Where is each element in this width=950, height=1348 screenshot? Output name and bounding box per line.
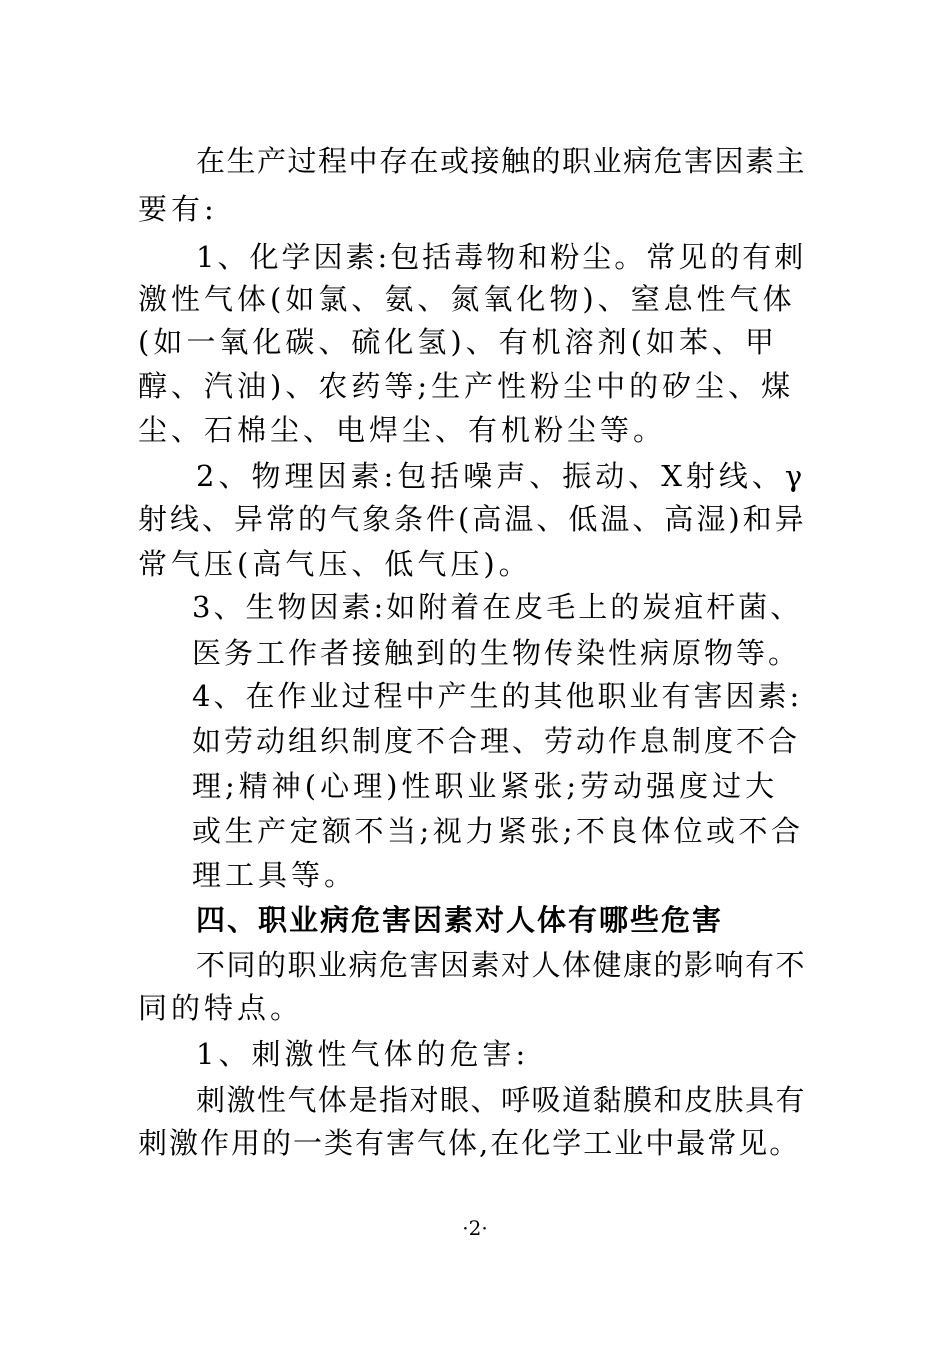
- text-line: 或生产定额不当;视力紧张;不良体位或不合: [192, 814, 804, 848]
- text-line: 激性气体(如氯、氨、氮氧化物)、窒息性气体: [138, 282, 796, 316]
- text-line: 刺激作用的一类有害气体,在化学工业中最常见。: [138, 1126, 801, 1160]
- text-line: 1、刺激性气体的危害:: [196, 1037, 530, 1071]
- text-line: 理工具等。: [192, 858, 358, 892]
- section-heading: 四、职业病危害因素对人体有哪些危害: [196, 903, 724, 937]
- text-line: 射线、异常的气象条件(高温、低温、高湿)和异: [138, 502, 807, 536]
- text-line: 3、生物因素:如附着在皮毛上的炭疽杆菌、: [192, 590, 803, 624]
- text-line: 不同的职业病危害因素对人体健康的影响有不: [196, 948, 807, 982]
- text-line: 理;精神(心理)性职业紧张;劳动强度过大: [192, 769, 779, 803]
- text-line: 2、物理因素:包括噪声、振动、X射线、γ: [196, 459, 807, 493]
- text-line: 医务工作者接触到的生物传染性病原物等。: [192, 636, 801, 670]
- text-line: 同的特点。: [138, 991, 304, 1025]
- page-number: ·2·: [462, 1216, 488, 1240]
- text-line: 尘、石棉尘、电焊尘、有机粉尘等。: [138, 413, 667, 447]
- text-line: 4、在作业过程中产生的其他职业有害因素:: [192, 679, 803, 713]
- text-line: 刺激性气体是指对眼、呼吸道黏膜和皮肤具有: [196, 1083, 807, 1117]
- text-line: 在生产过程中存在或接触的职业病危害因素主: [196, 144, 807, 178]
- text-line: 醇、汽油)、农药等;生产性粉尘中的矽尘、煤: [138, 369, 795, 403]
- text-line: 要有:: [138, 192, 218, 226]
- text-line: (如一氧化碳、硫化氢)、有机溶剂(如苯、甲: [138, 325, 778, 359]
- text-line: 常气压(高气压、低气压)。: [138, 547, 532, 581]
- text-line: 1、化学因素:包括毒物和粉尘。常见的有刺: [196, 240, 807, 274]
- text-line: 如劳动组织制度不合理、劳动作息制度不合: [192, 724, 801, 758]
